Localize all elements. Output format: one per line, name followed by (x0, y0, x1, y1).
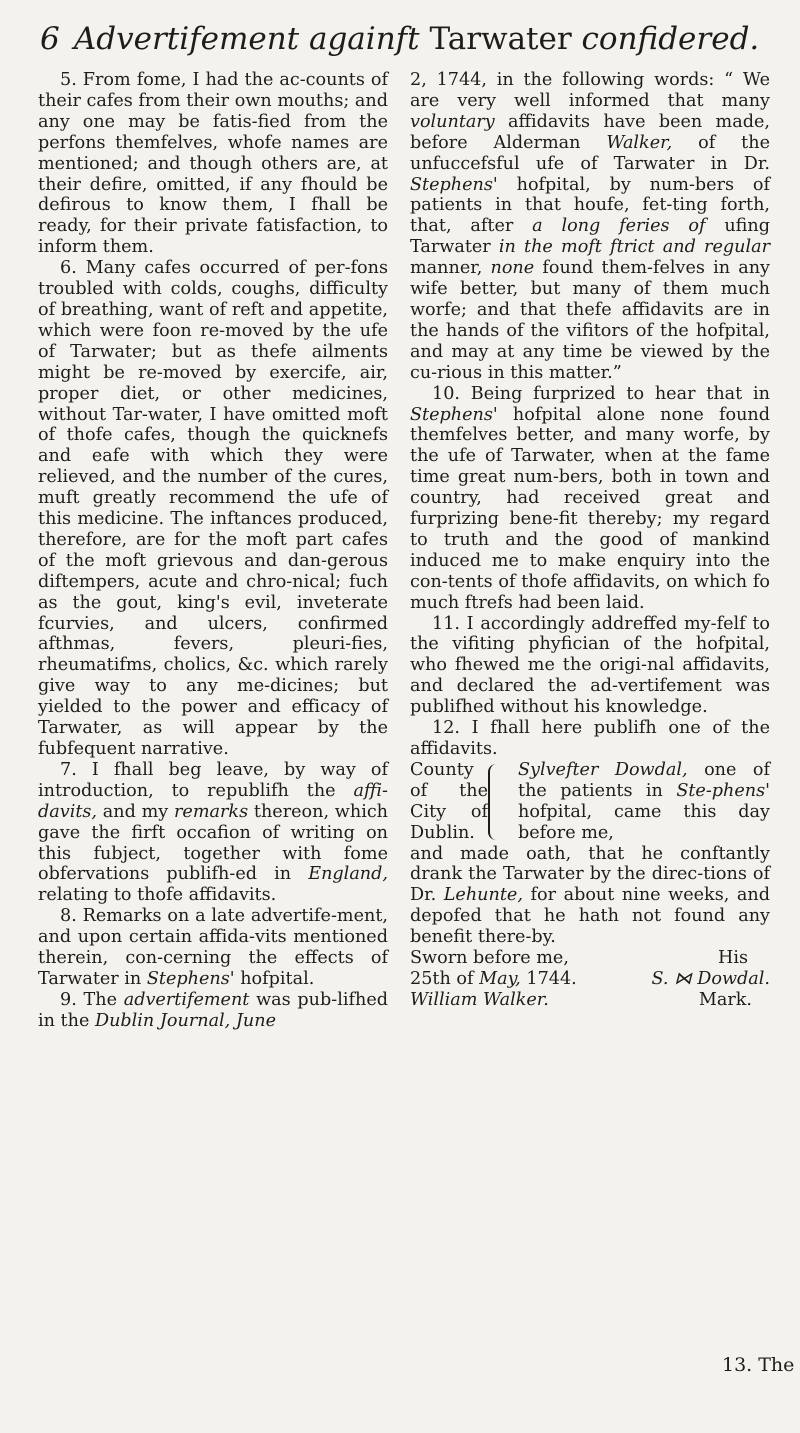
aff-italic-name: Sylvefter Dowdal, (518, 759, 688, 780)
p7-italic-remarks: remarks (174, 801, 249, 822)
cont-text-e: hofpital, by num-bers of patients in that houfe, fet-ting forth, that, after (410, 174, 770, 237)
aff-cont-text-2: for about nine weeks, and depofed that he hath not found any benefit there-by. (410, 885, 770, 948)
cont-italic-none: none (490, 258, 535, 279)
his-label: His (718, 948, 748, 969)
running-header (40, 14, 780, 64)
affidavit-heading (410, 760, 770, 844)
signature-row-3 (410, 990, 770, 1011)
cont-italic-series: a long feries of (532, 216, 706, 237)
cont-text-g: manner, (410, 258, 491, 279)
p10-text-a: 10. Being furprized to hear that in (432, 383, 770, 404)
sworn-before: Sworn before me, (410, 948, 569, 969)
p9-italic-advertisement: advertifement (123, 989, 250, 1010)
mark-signature: S. ⋈ Dowdal. (651, 968, 770, 989)
p10-text-b: hofpital alone none found themfelves better, and many worfe, by the ufe of Tarwater, when at the fame time great num-bers, both in town and country, had received great and furprizing bene-fit thereby; my regard to truth and the good of mankind induced me to make enquiry into the con-tents of thofe affidavits, on which fo much ftrefs had been laid. (410, 404, 770, 613)
cont-italic-walker: Walker, (606, 132, 673, 153)
affidavit-jurisdiction: County of the City of Dublin. (410, 759, 488, 843)
aff-text-a: one of the patients in (518, 759, 770, 801)
p7-text-c: thereon, which gave the firft occafion of writing on this fubject, together with fome obfervations publifh-ed in (38, 801, 389, 885)
p9-text-a: 9. The (60, 989, 124, 1010)
cont-text-f: ufing Tarwater (410, 216, 770, 258)
paragraph-11: 11. I accordingly addreffed my-felf to the vifiting phyfician of the hofpital, who fhewed me the origi-nal affidavits, and declared the ad-vertifement was publifhed without his knowledge. (410, 613, 770, 718)
brace-bracket (488, 764, 512, 840)
cont-text-h: found them-felves in any wife better, but many of them much worfe; and that thefe affidavits are in the hands of the vifitors of the hofpital, and may at any time be viewed by the cu-rious in this matter.” (410, 258, 770, 383)
p8-italic-stephens: Stephens' (146, 968, 235, 989)
p7-italic-affidavits: affi-davits, (38, 780, 388, 822)
date-text-b: 1744. (520, 968, 577, 989)
left-column (38, 70, 388, 1032)
cont-text-d: of the unfuccefsful ufe of Tarwater in Dr. (410, 132, 770, 174)
date-text-a: 25th of (410, 968, 480, 989)
paragraph-10 (410, 384, 770, 614)
paragraph-7 (38, 760, 388, 906)
header-title-italic: Advertifement againft (73, 21, 420, 57)
signature-row-1 (410, 948, 770, 969)
cont-italic-voluntary: voluntary (410, 111, 495, 132)
sworn-date (410, 969, 577, 990)
paragraph-6: 6. Many cafes occurred of per-fons troubled with colds, coughs, difficulty of breathing, want of reft and appetite, which were foon re-moved by the ufe of Tarwater; but as thefe ailments might be re-moved by exercife, air, proper diet, or other medicines, without Tar-water, I have omitted moft of thofe cafes, though the quicknefs and eafe with which they were relieved, and the number of the cures, muft greatly recommend the ufe of this medicine. The inftances produced, therefore, are for the moft part cafes of the moft grievous and dan-gerous diftempers, acute and chro-nical; fuch as the gout, king's evil, inveterate fcurvies, and ulcers, confirmed afthmas, fevers, pleuri-fies, rheumatifms, cholics, &c. which rarely give way to any me-dicines; but yielded to the power and efficacy of Tarwater, as will appear by the fubfequent narrative. (38, 258, 388, 759)
p7-text-b: and my (97, 801, 175, 822)
page-number: 6 (40, 21, 60, 57)
p9-text-b: was pub-lifhed in the (38, 989, 388, 1031)
paragraph-8 (38, 906, 388, 990)
affidavit-opening (518, 760, 770, 844)
p10-italic-stephens: Stephens' (410, 404, 498, 425)
right-column (410, 70, 770, 1011)
p7-text-d: relating to thofe affidavits. (38, 885, 277, 906)
p8-text-b: hofpital. (234, 968, 315, 989)
witness-name: William Walker. (410, 989, 549, 1010)
cont-text-c: affidavits have been made, before Alderman (410, 111, 770, 153)
paragraph-9 (38, 990, 388, 1032)
p9-italic-journal: Dublin Journal, June (94, 1010, 276, 1031)
header-title-plain: Tarwater (429, 21, 572, 57)
affidavit-body (410, 844, 770, 949)
cont-italic-strict: in the moft ftrict and regular (498, 237, 770, 258)
catchword: 13. The (722, 1354, 795, 1376)
aff-italic-stephens: Ste-phens' (676, 780, 770, 801)
p8-text-a: 8. Remarks on a late advertife-ment, and upon certain affida-vits mentioned therein, con-cerning the effects of Tarwater in (38, 906, 388, 989)
signature-row-2 (410, 969, 770, 990)
header-title-italic-end: confidered. (581, 21, 760, 57)
p7-text-a: 7. I fhall beg leave, by way of introduction, to republifh the (38, 759, 388, 801)
continued-paragraph (410, 70, 770, 384)
mark-label: Mark. (698, 989, 752, 1010)
aff-italic-lehunte: Lehunte, (443, 885, 523, 906)
cont-text-b: “ We are very well informed that many (410, 70, 770, 111)
aff-text-b: hofpital, came this day before me, (518, 801, 770, 843)
paragraph-12: 12. I fhall here publifh one of the affidavits. (410, 718, 770, 759)
cont-text-a: 2, 1744, in the following words: (410, 70, 715, 90)
p7-italic-england: England, (308, 864, 388, 885)
aff-cont-text: and made oath, that he conftantly drank the Tarwater by the direc-tions of Dr. (410, 843, 770, 906)
date-italic-month: May, (479, 968, 521, 989)
paragraph-5: 5. From fome, I had the ac-counts of their cafes from their own mouths; and any one may be fatis-fied from the perfons themfelves, whofe names are mentioned; and though others are, at their defire, omitted, if any fhould be defirous to know them, I fhall be ready, for their private fatisfaction, to inform them. (38, 70, 388, 258)
cont-italic-stephens: Stephens' (410, 174, 498, 195)
